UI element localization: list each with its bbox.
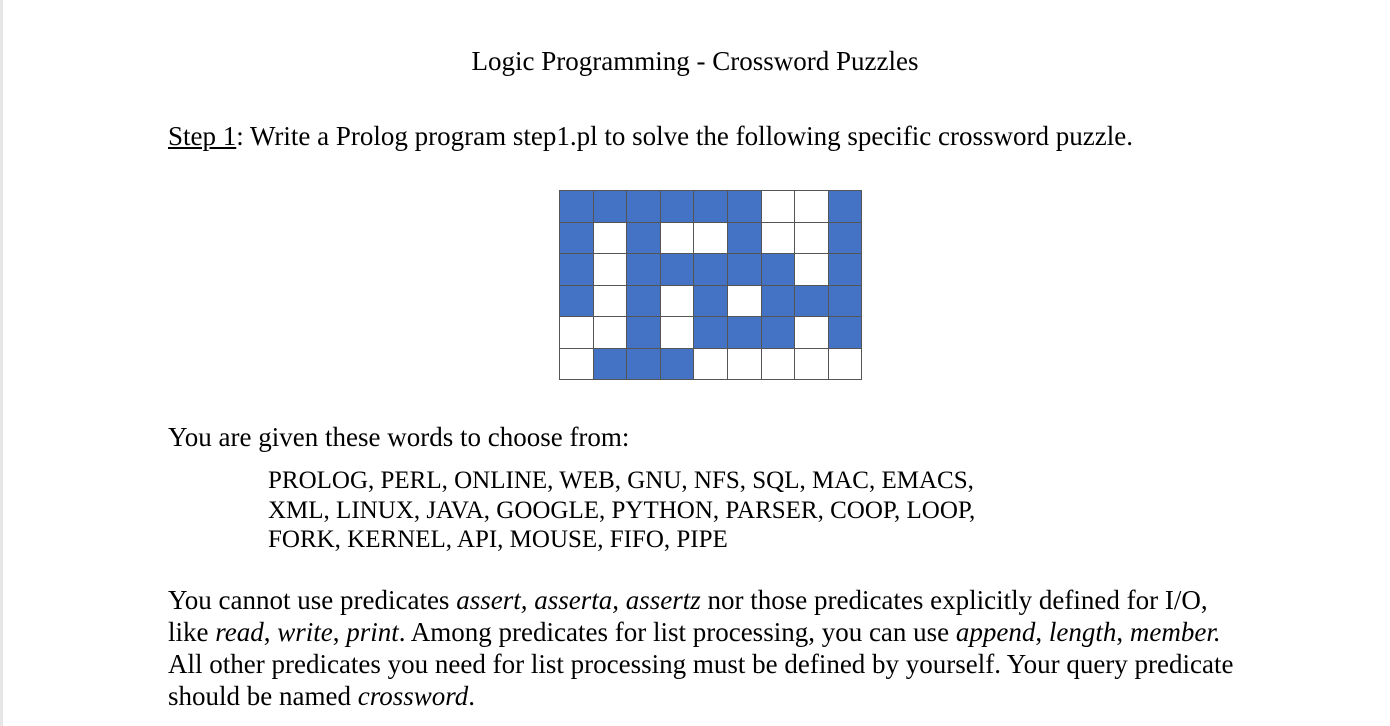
grid-cell-blocked — [661, 349, 695, 381]
grid-cell-blocked — [627, 317, 661, 349]
rules-text: like — [168, 617, 216, 647]
grid-cell-open — [762, 349, 796, 381]
step-label: Step 1 — [168, 121, 237, 151]
rules-text: nor those predicates explicitly defined for I/O, — [700, 585, 1208, 615]
grid-cell-blocked — [728, 223, 762, 255]
rules-forbidden-predicates: assert, asserta, assertz — [456, 585, 701, 615]
grid-cell-blocked — [661, 191, 695, 223]
grid-cell-blocked — [694, 191, 728, 223]
rules-text: , — [1116, 617, 1130, 647]
grid-cell-open — [594, 254, 628, 286]
grid-cell-open — [594, 223, 628, 255]
grid-cell-open — [594, 317, 628, 349]
word-list — [268, 466, 975, 555]
grid-cell-blocked — [762, 254, 796, 286]
step-heading — [168, 119, 1133, 153]
grid-cell-blocked — [829, 223, 863, 255]
rules-line-2 — [168, 616, 1258, 648]
grid-cell-blocked — [829, 191, 863, 223]
grid-cell-open — [694, 223, 728, 255]
predicate-member: member. — [1129, 617, 1221, 647]
grid-cell-open — [661, 223, 695, 255]
grid-cell-blocked — [795, 286, 829, 318]
grid-cell-open — [795, 223, 829, 255]
grid-cell-open — [795, 191, 829, 223]
predicate-read: read — [215, 617, 264, 647]
rules-text: . — [468, 681, 475, 711]
step-text: : Write a Prolog program step1.pl to solve the following specific crossword puzzle. — [236, 121, 1133, 151]
page-edge — [0, 0, 3, 726]
grid-cell-open — [560, 317, 594, 349]
grid-cell-open — [762, 191, 796, 223]
grid-cell-open — [594, 286, 628, 318]
grid-cell-open — [762, 223, 796, 255]
grid-cell-open — [795, 254, 829, 286]
rules-line-4 — [168, 680, 1258, 712]
predicate-write: write — [277, 617, 333, 647]
rules-text: , — [332, 617, 347, 647]
page-title: Logic Programming - Crossword Puzzles — [471, 46, 919, 76]
grid-cell-blocked — [560, 191, 594, 223]
grid-cell-blocked — [627, 349, 661, 381]
word-list-line: FORK, KERNEL, API, MOUSE, FIFO, PIPE — [268, 526, 728, 553]
crossword-grid — [559, 190, 862, 380]
grid-cell-blocked — [627, 254, 661, 286]
grid-cell-open — [728, 349, 762, 381]
grid-cell-blocked — [594, 349, 628, 381]
grid-cell-blocked — [661, 254, 695, 286]
rules-line-3: All other predicates you need for list processing must be defined by yourself. Your query predicate — [168, 649, 1234, 679]
grid-cell-blocked — [560, 286, 594, 318]
grid-cell-blocked — [694, 286, 728, 318]
rules-line-1 — [168, 584, 1258, 616]
grid-cell-blocked — [694, 317, 728, 349]
rules-text: , — [263, 617, 278, 647]
grid-cell-blocked — [728, 191, 762, 223]
grid-cell-blocked — [728, 317, 762, 349]
grid-cell-open — [728, 286, 762, 318]
grid-cell-blocked — [594, 191, 628, 223]
rules-text: , — [1035, 617, 1049, 647]
grid-cell-blocked — [762, 286, 796, 318]
rules-text: . Among predicates for list processing, you can use — [398, 617, 956, 647]
grid-cell-blocked — [627, 286, 661, 318]
rules-paragraph — [168, 584, 1258, 712]
grid-cell-open — [795, 349, 829, 381]
given-words-intro: You are given these words to choose from: — [168, 422, 630, 452]
grid-cell-blocked — [627, 223, 661, 255]
grid-cell-blocked — [829, 254, 863, 286]
grid-cell-open — [829, 349, 863, 381]
grid-cell-open — [661, 317, 695, 349]
grid-cell-blocked — [829, 286, 863, 318]
rules-text: should be named — [168, 681, 358, 711]
grid-cell-blocked — [762, 317, 796, 349]
predicate-print: print — [346, 617, 399, 647]
grid-cell-blocked — [694, 254, 728, 286]
predicate-append: append — [955, 617, 1036, 647]
predicate-crossword: crossword — [357, 681, 469, 711]
grid-cell-blocked — [560, 223, 594, 255]
rules-text: You cannot use predicates — [168, 585, 457, 615]
grid-cell-blocked — [829, 317, 863, 349]
grid-cell-open — [661, 286, 695, 318]
grid-cell-blocked — [627, 191, 661, 223]
word-list-line: XML, LINUX, JAVA, GOOGLE, PYTHON, PARSER, COOP, LOOP, — [268, 496, 976, 524]
grid-cell-open — [560, 349, 594, 381]
word-list-line: PROLOG, PERL, ONLINE, WEB, GNU, NFS, SQL, MAC, EMACS, — [268, 467, 974, 494]
grid-cell-blocked — [728, 254, 762, 286]
predicate-length: length — [1048, 617, 1117, 647]
grid-cell-open — [694, 349, 728, 381]
grid-cell-open — [795, 317, 829, 349]
grid-cell-blocked — [560, 254, 594, 286]
